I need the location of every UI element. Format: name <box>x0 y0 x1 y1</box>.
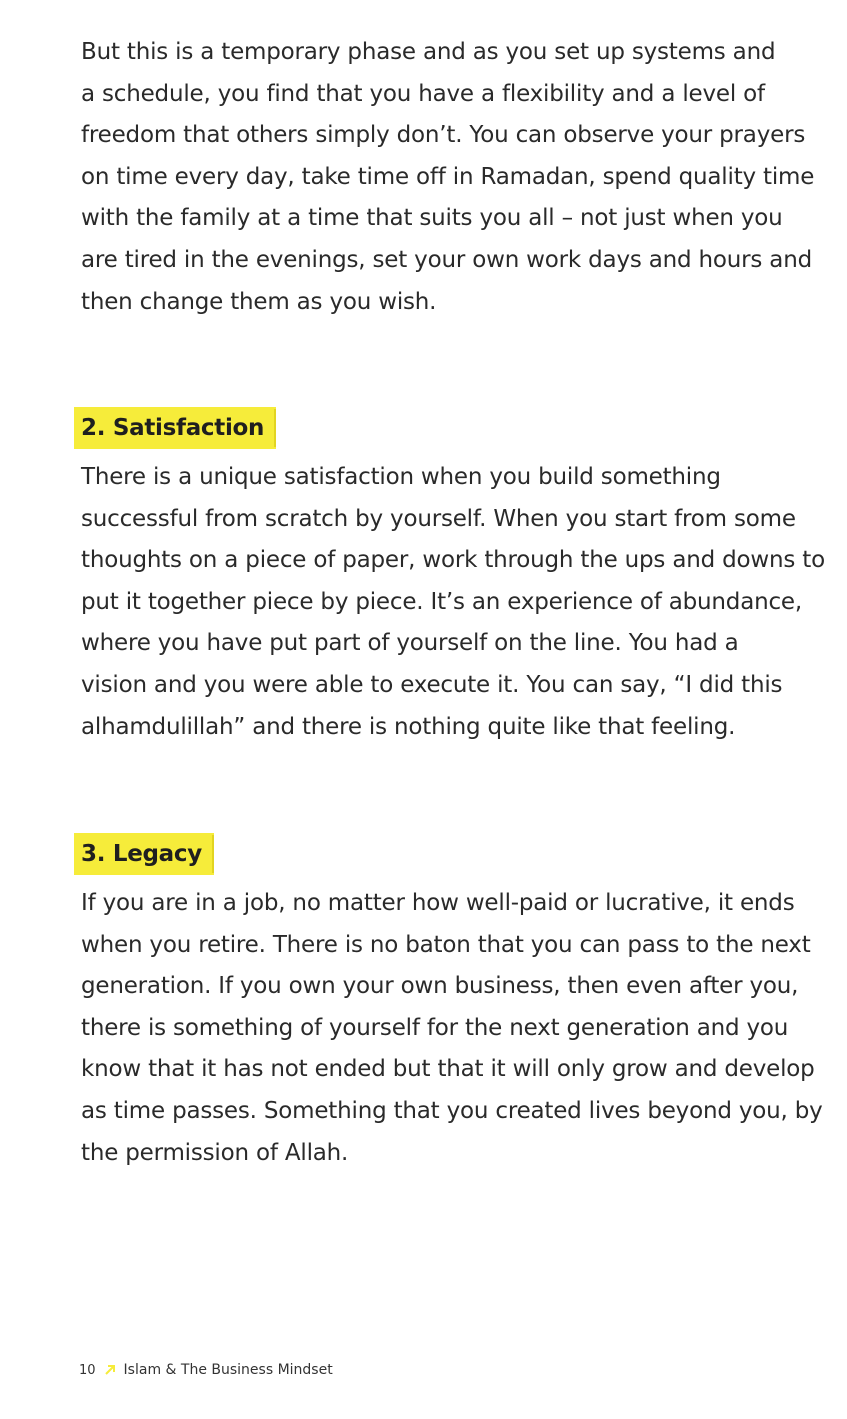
page-footer <box>79 1362 333 1378</box>
book-title: Islam & The Business Mindset <box>123 1362 333 1378</box>
arrow-up-right-icon <box>104 1364 116 1376</box>
intro-line: a schedule, you find that you have a flexibility and a level of <box>81 80 765 107</box>
intro-line: are tired in the evenings, set your own work days and hours and <box>81 246 812 273</box>
legacy-line: when you retire. There is no baton that you can pass to the next <box>81 931 811 958</box>
satisfaction-line: There is a unique satisfaction when you build something <box>81 464 721 490</box>
satisfaction-line: where you have put part of yourself on the line. You had a <box>81 630 739 657</box>
section-heading-satisfaction: 2. Satisfaction <box>74 407 276 449</box>
satisfaction-line: successful from scratch by yourself. When you start from some <box>81 505 796 532</box>
satisfaction-line: put it together piece by piece. It’s an experience of abundance, <box>81 588 802 615</box>
legacy-line: know that it has not ended but that it will only grow and develop <box>81 1056 815 1083</box>
legacy-line: If you are in a job, no matter how well-paid or lucrative, it ends <box>81 890 795 916</box>
legacy-line: generation. If you own your own business, then even after you, <box>81 973 799 1000</box>
satisfaction-paragraph <box>81 457 825 748</box>
intro-line: then change them as you wish. <box>81 288 437 315</box>
satisfaction-line: alhamdulillah” and there is nothing quite like that feeling. <box>81 713 736 740</box>
intro-line: on time every day, take time off in Ramadan, spend quality time <box>81 163 815 190</box>
legacy-paragraph <box>81 883 821 1174</box>
intro-paragraph <box>81 32 821 323</box>
legacy-line: the permission of Allah. <box>81 1139 349 1166</box>
intro-line: But this is a temporary phase and as you set up systems and <box>81 39 776 65</box>
legacy-line: there is something of yourself for the next generation and you <box>81 1014 789 1041</box>
section-heading-legacy: 3. Legacy <box>74 833 214 875</box>
page-number: 10 <box>79 1362 96 1378</box>
legacy-line: as time passes. Something that you created lives beyond you, by <box>81 1097 823 1124</box>
intro-line: freedom that others simply don’t. You can observe your prayers <box>81 122 806 149</box>
intro-line: with the family at a time that suits you all – not just when you <box>81 205 783 232</box>
satisfaction-line: vision and you were able to execute it. You can say, “I did this <box>81 671 783 698</box>
satisfaction-line: thoughts on a piece of paper, work through the ups and downs to <box>81 547 825 574</box>
